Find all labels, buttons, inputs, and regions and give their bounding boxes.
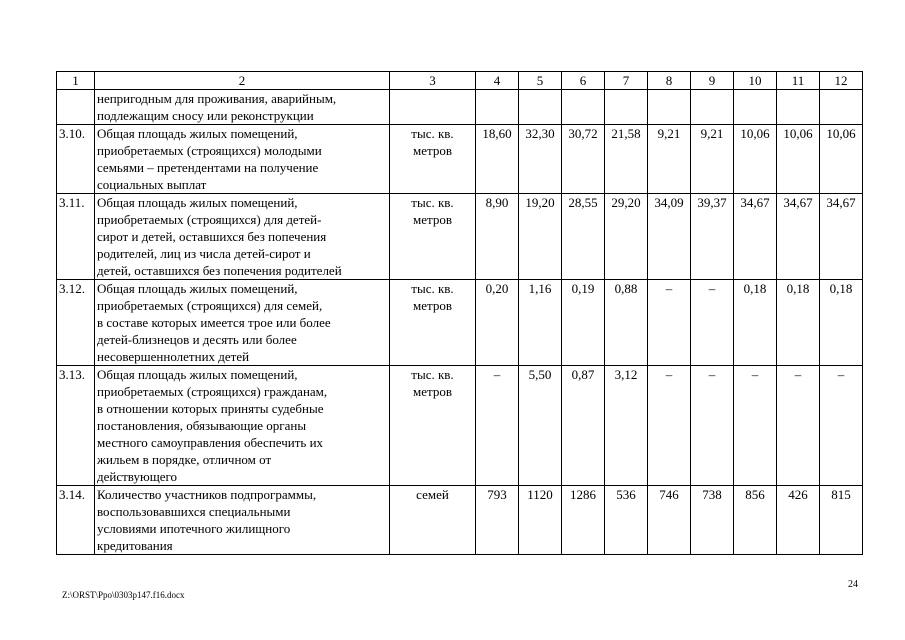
value-cell-col-7 <box>605 90 648 125</box>
value-cell-col-11: 0,18 <box>777 280 820 366</box>
value-cell-col-6: 0,19 <box>562 280 605 366</box>
value-cell-col-7: 3,12 <box>605 366 648 486</box>
value-cell-col-9: – <box>691 280 734 366</box>
value-cell-col-9: 9,21 <box>691 125 734 194</box>
indicator-name <box>95 90 390 125</box>
header-cell-6: 6 <box>562 72 605 90</box>
indicator-text-line: детей, оставшихся без попечения родителей <box>97 263 342 278</box>
unit-text-line: тыс. кв. <box>411 281 454 296</box>
header-cell-2: 2 <box>95 72 390 90</box>
unit-text-line: метров <box>413 298 452 313</box>
value-cell-col-11: 426 <box>777 486 820 555</box>
indicator-text-line: Общая площадь жилых помещений, <box>97 281 298 296</box>
table-row <box>57 90 863 125</box>
value-cell-col-10: 0,18 <box>734 280 777 366</box>
unit-text-line: тыс. кв. <box>411 126 454 141</box>
header-cell-9: 9 <box>691 72 734 90</box>
value-cell-col-10: 34,67 <box>734 194 777 280</box>
unit-of-measure <box>390 366 476 486</box>
table-row <box>57 486 863 555</box>
data-table <box>56 71 863 555</box>
value-cell-col-10: 856 <box>734 486 777 555</box>
indicator-text-line: Общая площадь жилых помещений, <box>97 195 298 210</box>
header-cell-7: 7 <box>605 72 648 90</box>
indicator-text-line: воспользовавшихся специальными <box>97 504 291 519</box>
value-cell-col-6: 1286 <box>562 486 605 555</box>
indicator-text-line: кредитования <box>97 538 173 553</box>
indicator-text-line: Общая площадь жилых помещений, <box>97 367 298 382</box>
indicator-text-line: постановления, обязывающие органы <box>97 418 307 433</box>
row-number <box>57 90 95 125</box>
indicator-text-line: Количество участников подпрограммы, <box>97 487 317 502</box>
indicator-name <box>95 125 390 194</box>
indicator-name <box>95 280 390 366</box>
indicator-text-line: в отношении которых приняты судебные <box>97 401 324 416</box>
indicator-name <box>95 366 390 486</box>
value-cell-col-8: – <box>648 366 691 486</box>
header-cell-3: 3 <box>390 72 476 90</box>
value-cell-col-9: 738 <box>691 486 734 555</box>
value-cell-col-6: 0,87 <box>562 366 605 486</box>
value-cell-col-4: – <box>476 366 519 486</box>
header-cell-8: 8 <box>648 72 691 90</box>
header-cell-4: 4 <box>476 72 519 90</box>
header-cell-12: 12 <box>820 72 863 90</box>
unit-text-line: метров <box>413 212 452 227</box>
table-row <box>57 125 863 194</box>
value-cell-col-5: 5,50 <box>519 366 562 486</box>
page-number: 24 <box>848 579 858 590</box>
unit-text-line: метров <box>413 384 452 399</box>
indicator-text-line: детей-близнецов и десять или более <box>97 332 297 347</box>
table-row <box>57 194 863 280</box>
header-cell-1: 1 <box>57 72 95 90</box>
unit-text-line: метров <box>413 143 452 158</box>
indicator-text-line: приобретаемых (строящихся) для семей, <box>97 298 323 313</box>
value-cell-col-5: 1120 <box>519 486 562 555</box>
value-cell-col-12: 815 <box>820 486 863 555</box>
value-cell-col-4: 0,20 <box>476 280 519 366</box>
value-cell-col-5: 32,30 <box>519 125 562 194</box>
indicator-text-line: родителей, лиц из числа детей-сирот и <box>97 246 311 261</box>
table-row <box>57 366 863 486</box>
unit-text-line: семей <box>416 487 449 502</box>
value-cell-col-5: 19,20 <box>519 194 562 280</box>
value-cell-col-4: 8,90 <box>476 194 519 280</box>
row-number: 3.10. <box>57 125 95 194</box>
table-row <box>57 280 863 366</box>
value-cell-col-7: 536 <box>605 486 648 555</box>
value-cell-col-8: 34,09 <box>648 194 691 280</box>
value-cell-col-11: 10,06 <box>777 125 820 194</box>
value-cell-col-7: 29,20 <box>605 194 648 280</box>
indicator-text-line: сирот и детей, оставшихся без попечения <box>97 229 327 244</box>
value-cell-col-8: – <box>648 280 691 366</box>
indicator-text-line: приобретаемых (строящихся) гражданам, <box>97 384 328 399</box>
indicator-text-line: социальных выплат <box>97 177 207 192</box>
value-cell-col-11: 34,67 <box>777 194 820 280</box>
value-cell-col-6 <box>562 90 605 125</box>
value-cell-col-4: 18,60 <box>476 125 519 194</box>
indicator-text-line: семьями – претендентами на получение <box>97 160 319 175</box>
value-cell-col-4 <box>476 90 519 125</box>
value-cell-col-6: 30,72 <box>562 125 605 194</box>
value-cell-col-6: 28,55 <box>562 194 605 280</box>
indicator-text-line: действующего <box>97 469 177 484</box>
indicator-name <box>95 194 390 280</box>
value-cell-col-5: 1,16 <box>519 280 562 366</box>
value-cell-col-8: 9,21 <box>648 125 691 194</box>
indicator-text-line: условиями ипотечного жилищного <box>97 521 291 536</box>
value-cell-col-10 <box>734 90 777 125</box>
indicator-text-line: Общая площадь жилых помещений, <box>97 126 298 141</box>
value-cell-col-12: 0,18 <box>820 280 863 366</box>
value-cell-col-8: 746 <box>648 486 691 555</box>
value-cell-col-12: – <box>820 366 863 486</box>
value-cell-col-8 <box>648 90 691 125</box>
indicator-text-line: местного самоуправления обеспечить их <box>97 435 324 450</box>
header-cell-5: 5 <box>519 72 562 90</box>
value-cell-col-10: 10,06 <box>734 125 777 194</box>
indicator-name <box>95 486 390 555</box>
header-row <box>57 72 863 90</box>
row-number: 3.14. <box>57 486 95 555</box>
value-cell-col-9: 39,37 <box>691 194 734 280</box>
header-cell-10: 10 <box>734 72 777 90</box>
header-cell-11: 11 <box>777 72 820 90</box>
value-cell-col-11 <box>777 90 820 125</box>
value-cell-col-9: – <box>691 366 734 486</box>
unit-text-line: тыс. кв. <box>411 367 454 382</box>
value-cell-col-12 <box>820 90 863 125</box>
indicator-text-line: подлежащим сносу или реконструкции <box>97 108 314 123</box>
value-cell-col-4: 793 <box>476 486 519 555</box>
file-path: Z:\ORST\Ppo\0303p147.f16.docx <box>62 590 185 600</box>
unit-of-measure <box>390 90 476 125</box>
unit-of-measure <box>390 486 476 555</box>
row-number: 3.12. <box>57 280 95 366</box>
row-number: 3.13. <box>57 366 95 486</box>
indicator-text-line: непригодным для проживания, аварийным, <box>97 91 337 106</box>
unit-text-line: тыс. кв. <box>411 195 454 210</box>
value-cell-col-9 <box>691 90 734 125</box>
value-cell-col-12: 34,67 <box>820 194 863 280</box>
value-cell-col-7: 0,88 <box>605 280 648 366</box>
value-cell-col-7: 21,58 <box>605 125 648 194</box>
unit-of-measure <box>390 194 476 280</box>
indicator-text-line: жильем в порядке, отличном от <box>97 452 272 467</box>
value-cell-col-12: 10,06 <box>820 125 863 194</box>
unit-of-measure <box>390 280 476 366</box>
value-cell-col-11: – <box>777 366 820 486</box>
value-cell-col-5 <box>519 90 562 125</box>
unit-of-measure <box>390 125 476 194</box>
indicator-text-line: в составе которых имеется трое или более <box>97 315 331 330</box>
indicator-text-line: приобретаемых (строящихся) для детей- <box>97 212 322 227</box>
row-number: 3.11. <box>57 194 95 280</box>
indicator-text-line: несовершеннолетних детей <box>97 349 250 364</box>
indicator-text-line: приобретаемых (строящихся) молодыми <box>97 143 322 158</box>
value-cell-col-10: – <box>734 366 777 486</box>
